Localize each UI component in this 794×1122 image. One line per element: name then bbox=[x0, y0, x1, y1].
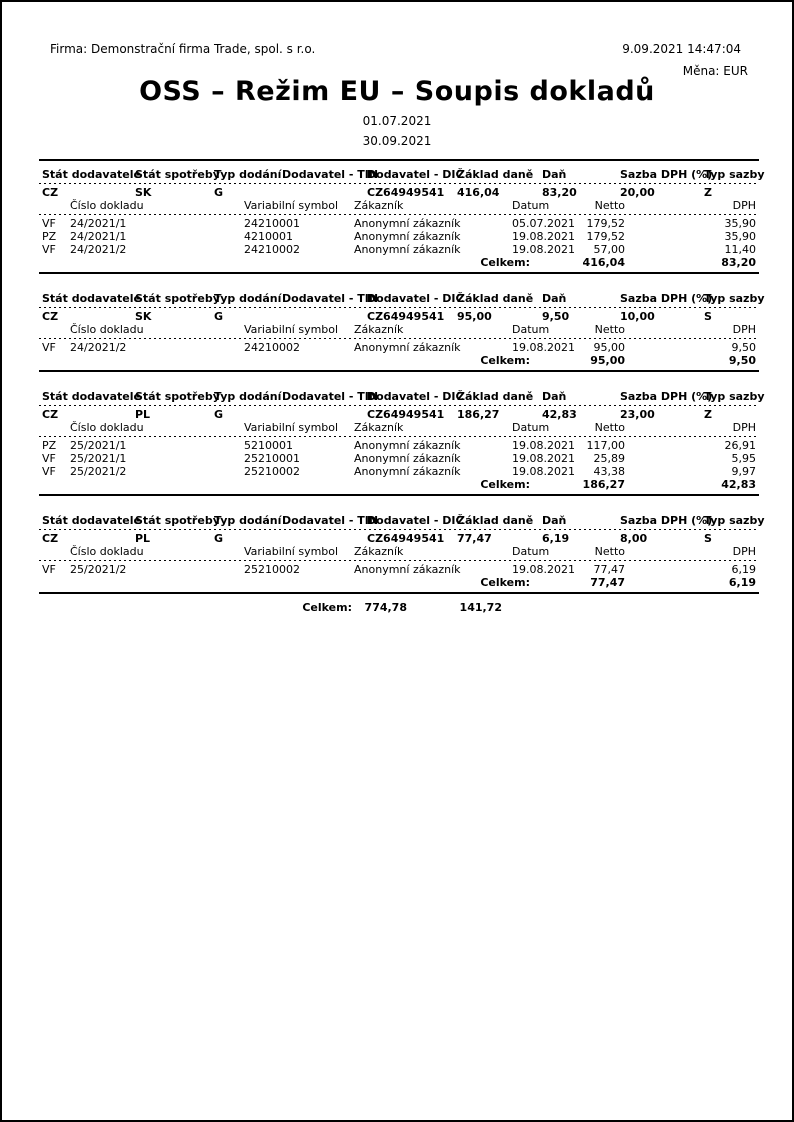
company-name: Demonstrační firma Trade, spol. s r.o. bbox=[91, 42, 316, 56]
tax-base: 77,47 bbox=[457, 532, 492, 545]
col-header: Typ sazby bbox=[704, 514, 765, 527]
doc-number: 24/2021/2 bbox=[70, 243, 127, 256]
doc-date: 19.08.2021 bbox=[512, 243, 575, 256]
netto-value: 179,52 bbox=[586, 217, 625, 230]
doc-type: PZ bbox=[42, 230, 57, 243]
col-header: Sazba DPH (%) bbox=[620, 514, 713, 527]
detail-col-header: Zákazník bbox=[354, 421, 404, 434]
customer-name: Anonymní zákazník bbox=[354, 563, 461, 576]
col-header: Stát dodavatele bbox=[42, 168, 141, 181]
section-total-row bbox=[39, 576, 759, 589]
section-total-netto: 77,47 bbox=[590, 576, 625, 589]
col-header: Stát dodavatele bbox=[42, 390, 141, 403]
dph-value: 35,90 bbox=[724, 217, 756, 230]
detail-col-header: Číslo dokladu bbox=[70, 421, 144, 434]
table-row bbox=[39, 230, 759, 243]
period-end-date: 30.09.2021 bbox=[362, 134, 432, 148]
vat-rate: 23,00 bbox=[620, 408, 655, 421]
col-header: Typ dodání bbox=[214, 292, 282, 305]
section-total-dph: 83,20 bbox=[721, 256, 756, 269]
group-summary-row bbox=[39, 310, 759, 323]
detail-col-header: Netto bbox=[594, 199, 625, 212]
doc-number: 24/2021/2 bbox=[70, 341, 127, 354]
dph-value: 35,90 bbox=[724, 230, 756, 243]
col-header: Základ daně bbox=[457, 390, 534, 403]
dph-value: 9,97 bbox=[731, 465, 756, 478]
supply-type: G bbox=[214, 310, 224, 323]
detail-col-header: Zákazník bbox=[354, 199, 404, 212]
table-row bbox=[39, 217, 759, 230]
detail-col-header: Číslo dokladu bbox=[70, 545, 144, 558]
grand-total-tax: 141,72 bbox=[459, 601, 502, 614]
supplier-dic: CZ64949541 bbox=[367, 186, 445, 199]
rate-type: Z bbox=[704, 408, 712, 421]
col-header: Sazba DPH (%) bbox=[620, 292, 713, 305]
supplier-state: CZ bbox=[42, 532, 59, 545]
supplier-dic: CZ64949541 bbox=[367, 408, 445, 421]
tax-amount: 83,20 bbox=[542, 186, 577, 199]
col-header: Typ sazby bbox=[704, 292, 765, 305]
table-row bbox=[39, 563, 759, 576]
doc-type: VF bbox=[42, 341, 56, 354]
dph-value: 26,91 bbox=[724, 439, 756, 452]
detail-col-spacer bbox=[42, 199, 70, 212]
col-header: Sazba DPH (%) bbox=[620, 168, 713, 181]
supplier-tin bbox=[282, 408, 367, 421]
customer-name: Anonymní zákazník bbox=[354, 217, 461, 230]
customer-name: Anonymní zákazník bbox=[354, 341, 461, 354]
detail-header-row bbox=[39, 545, 759, 558]
detail-col-header: Netto bbox=[594, 323, 625, 336]
detail-col-header: Datum bbox=[512, 545, 550, 558]
grand-total-label: Celkem: bbox=[302, 601, 352, 614]
dashed-rule bbox=[39, 183, 759, 184]
detail-col-header: Číslo dokladu bbox=[70, 323, 144, 336]
customer-name: Anonymní zákazník bbox=[354, 465, 461, 478]
col-header: Stát spotřeby bbox=[135, 390, 220, 403]
table-row bbox=[39, 465, 759, 478]
doc-type: VF bbox=[42, 243, 56, 256]
variable-symbol: 24210002 bbox=[244, 341, 300, 354]
tax-base: 416,04 bbox=[457, 186, 500, 199]
dashed-rule bbox=[39, 529, 759, 530]
detail-col-header: Datum bbox=[512, 199, 550, 212]
dph-value: 6,19 bbox=[731, 563, 756, 576]
doc-date: 19.08.2021 bbox=[512, 439, 575, 452]
detail-col-header: Variabilní symbol bbox=[244, 323, 339, 336]
tax-base: 186,27 bbox=[457, 408, 500, 421]
variable-symbol: 24210001 bbox=[244, 217, 300, 230]
dashed-rule bbox=[39, 338, 759, 339]
customer-name: Anonymní zákazník bbox=[354, 230, 461, 243]
company-line bbox=[50, 42, 315, 56]
dashed-rule bbox=[39, 307, 759, 308]
detail-col-header: Variabilní symbol bbox=[244, 421, 339, 434]
variable-symbol: 25210002 bbox=[244, 563, 300, 576]
grand-total-row bbox=[39, 601, 759, 614]
customer-name: Anonymní zákazník bbox=[354, 243, 461, 256]
supplier-dic: CZ64949541 bbox=[367, 310, 445, 323]
detail-rows bbox=[39, 341, 759, 354]
table-row bbox=[39, 243, 759, 256]
col-header: Daň bbox=[542, 514, 567, 527]
consumption-state: SK bbox=[135, 186, 152, 199]
col-header: Typ dodání bbox=[214, 514, 282, 527]
period-start-date: 01.07.2021 bbox=[362, 114, 432, 128]
dph-value: 11,40 bbox=[724, 243, 756, 256]
doc-type: VF bbox=[42, 465, 56, 478]
col-header: Dodavatel - TIN bbox=[282, 514, 379, 527]
group-summary-row bbox=[39, 186, 759, 199]
doc-number: 24/2021/1 bbox=[70, 217, 127, 230]
col-header: Daň bbox=[542, 168, 567, 181]
group-header-row bbox=[39, 292, 765, 305]
col-header: Stát dodavatele bbox=[42, 292, 141, 305]
detail-header-row bbox=[39, 199, 759, 212]
supplier-state: CZ bbox=[42, 408, 59, 421]
tax-amount: 6,19 bbox=[542, 532, 570, 545]
report-body bbox=[39, 159, 765, 614]
col-header: Dodavatel - DIČ bbox=[367, 292, 464, 305]
detail-header-row bbox=[39, 421, 759, 434]
detail-header-row bbox=[39, 323, 759, 336]
document-section bbox=[39, 383, 765, 496]
section-total-label: Celkem: bbox=[480, 478, 530, 491]
col-header: Základ daně bbox=[457, 514, 534, 527]
dph-value: 9,50 bbox=[731, 341, 756, 354]
detail-col-header: Netto bbox=[594, 421, 625, 434]
col-header: Typ dodání bbox=[214, 168, 282, 181]
section-total-row bbox=[39, 354, 759, 367]
doc-number: 25/2021/2 bbox=[70, 563, 127, 576]
section-total-netto: 416,04 bbox=[582, 256, 625, 269]
document-section bbox=[39, 161, 765, 274]
detail-col-header: DPH bbox=[732, 323, 756, 336]
rate-type: S bbox=[704, 310, 712, 323]
table-row bbox=[39, 341, 759, 354]
col-header: Daň bbox=[542, 292, 567, 305]
variable-symbol: 5210001 bbox=[244, 439, 293, 452]
col-header: Základ daně bbox=[457, 292, 534, 305]
col-header: Daň bbox=[542, 390, 567, 403]
document-section bbox=[39, 507, 765, 594]
vat-rate: 20,00 bbox=[620, 186, 655, 199]
supplier-state: CZ bbox=[42, 310, 59, 323]
doc-date: 19.08.2021 bbox=[512, 465, 575, 478]
doc-type: VF bbox=[42, 563, 56, 576]
consumption-state: PL bbox=[135, 532, 151, 545]
col-header: Stát dodavatele bbox=[42, 514, 141, 527]
rate-type: Z bbox=[704, 186, 712, 199]
doc-date: 19.08.2021 bbox=[512, 563, 575, 576]
netto-value: 117,00 bbox=[586, 439, 625, 452]
dashed-rule bbox=[39, 436, 759, 437]
report-sections bbox=[39, 161, 765, 594]
col-header: Stát spotřeby bbox=[135, 514, 220, 527]
col-header: Dodavatel - TIN bbox=[282, 168, 379, 181]
group-summary-row bbox=[39, 532, 759, 545]
col-header: Stát spotřeby bbox=[135, 292, 220, 305]
supply-type: G bbox=[214, 408, 224, 421]
netto-value: 57,00 bbox=[593, 243, 625, 256]
doc-number: 24/2021/1 bbox=[70, 230, 127, 243]
vat-rate: 8,00 bbox=[620, 532, 648, 545]
supplier-dic: CZ64949541 bbox=[367, 532, 445, 545]
doc-date: 05.07.2021 bbox=[512, 217, 575, 230]
customer-name: Anonymní zákazník bbox=[354, 439, 461, 452]
netto-value: 77,47 bbox=[593, 563, 625, 576]
grand-total-base: 774,78 bbox=[364, 601, 407, 614]
tax-base: 95,00 bbox=[457, 310, 492, 323]
detail-col-header: DPH bbox=[732, 199, 756, 212]
detail-rows bbox=[39, 439, 759, 478]
detail-col-header: Zákazník bbox=[354, 545, 404, 558]
col-header: Dodavatel - TIN bbox=[282, 390, 379, 403]
detail-col-header: DPH bbox=[732, 545, 756, 558]
section-total-label: Celkem: bbox=[480, 576, 530, 589]
section-total-row bbox=[39, 256, 759, 269]
section-total-netto: 186,27 bbox=[582, 478, 625, 491]
doc-type: PZ bbox=[42, 439, 57, 452]
detail-col-header: Datum bbox=[512, 421, 550, 434]
detail-rows bbox=[39, 217, 759, 256]
col-header: Sazba DPH (%) bbox=[620, 390, 713, 403]
customer-name: Anonymní zákazník bbox=[354, 452, 461, 465]
detail-rows bbox=[39, 563, 759, 576]
rate-type: S bbox=[704, 532, 712, 545]
doc-type: VF bbox=[42, 452, 56, 465]
netto-value: 179,52 bbox=[586, 230, 625, 243]
report-title: OSS – Režim EU – Soupis dokladů bbox=[139, 76, 655, 107]
supplier-state: CZ bbox=[42, 186, 59, 199]
variable-symbol: 25210001 bbox=[244, 452, 300, 465]
table-row bbox=[39, 439, 759, 452]
col-header: Dodavatel - DIČ bbox=[367, 514, 464, 527]
detail-col-header: Variabilní symbol bbox=[244, 545, 339, 558]
doc-type: VF bbox=[42, 217, 56, 230]
col-header: Stát spotřeby bbox=[135, 168, 220, 181]
section-total-netto: 95,00 bbox=[590, 354, 625, 367]
col-header: Dodavatel - DIČ bbox=[367, 390, 464, 403]
doc-date: 19.08.2021 bbox=[512, 230, 575, 243]
variable-symbol: 25210002 bbox=[244, 465, 300, 478]
doc-number: 25/2021/2 bbox=[70, 465, 127, 478]
print-timestamp: 9.09.2021 14:47:04 bbox=[622, 42, 741, 56]
netto-value: 25,89 bbox=[593, 452, 625, 465]
detail-col-header: Variabilní symbol bbox=[244, 199, 339, 212]
dashed-rule bbox=[39, 214, 759, 215]
section-total-label: Celkem: bbox=[480, 354, 530, 367]
col-header: Základ daně bbox=[457, 168, 534, 181]
document-section bbox=[39, 285, 765, 372]
table-row bbox=[39, 452, 759, 465]
section-total-dph: 9,50 bbox=[728, 354, 756, 367]
dashed-rule bbox=[39, 560, 759, 561]
supply-type: G bbox=[214, 186, 224, 199]
supply-type: G bbox=[214, 532, 224, 545]
supplier-tin bbox=[282, 310, 367, 323]
consumption-state: PL bbox=[135, 408, 151, 421]
section-total-label: Celkem: bbox=[480, 256, 530, 269]
consumption-state: SK bbox=[135, 310, 152, 323]
doc-number: 25/2021/1 bbox=[70, 439, 127, 452]
netto-value: 95,00 bbox=[593, 341, 625, 354]
group-header-row bbox=[39, 168, 765, 181]
col-header: Typ dodání bbox=[214, 390, 282, 403]
dashed-rule bbox=[39, 405, 759, 406]
netto-value: 43,38 bbox=[593, 465, 625, 478]
section-total-dph: 6,19 bbox=[728, 576, 756, 589]
company-label: Firma: bbox=[50, 42, 88, 56]
vat-rate: 10,00 bbox=[620, 310, 655, 323]
variable-symbol: 4210001 bbox=[244, 230, 293, 243]
detail-col-spacer bbox=[42, 421, 70, 434]
detail-col-header: DPH bbox=[732, 421, 756, 434]
tax-amount: 9,50 bbox=[542, 310, 570, 323]
detail-col-spacer bbox=[42, 323, 70, 336]
detail-col-header: Číslo dokladu bbox=[70, 199, 144, 212]
tax-amount: 42,83 bbox=[542, 408, 577, 421]
col-header: Dodavatel - DIČ bbox=[367, 168, 464, 181]
detail-col-header: Datum bbox=[512, 323, 550, 336]
group-header-row bbox=[39, 514, 765, 527]
group-summary-row bbox=[39, 408, 759, 421]
detail-col-header: Netto bbox=[594, 545, 625, 558]
group-header-row bbox=[39, 390, 765, 403]
section-total-dph: 42,83 bbox=[721, 478, 756, 491]
doc-number: 25/2021/1 bbox=[70, 452, 127, 465]
supplier-tin bbox=[282, 532, 367, 545]
col-header: Typ sazby bbox=[704, 390, 765, 403]
doc-date: 19.08.2021 bbox=[512, 452, 575, 465]
dph-value: 5,95 bbox=[731, 452, 756, 465]
section-total-row bbox=[39, 478, 759, 491]
doc-date: 19.08.2021 bbox=[512, 341, 575, 354]
detail-col-spacer bbox=[42, 545, 70, 558]
col-header: Dodavatel - TIN bbox=[282, 292, 379, 305]
supplier-tin bbox=[282, 186, 367, 199]
variable-symbol: 24210002 bbox=[244, 243, 300, 256]
detail-col-header: Zákazník bbox=[354, 323, 404, 336]
currency-label: Měna: EUR bbox=[682, 64, 748, 78]
col-header: Typ sazby bbox=[704, 168, 765, 181]
